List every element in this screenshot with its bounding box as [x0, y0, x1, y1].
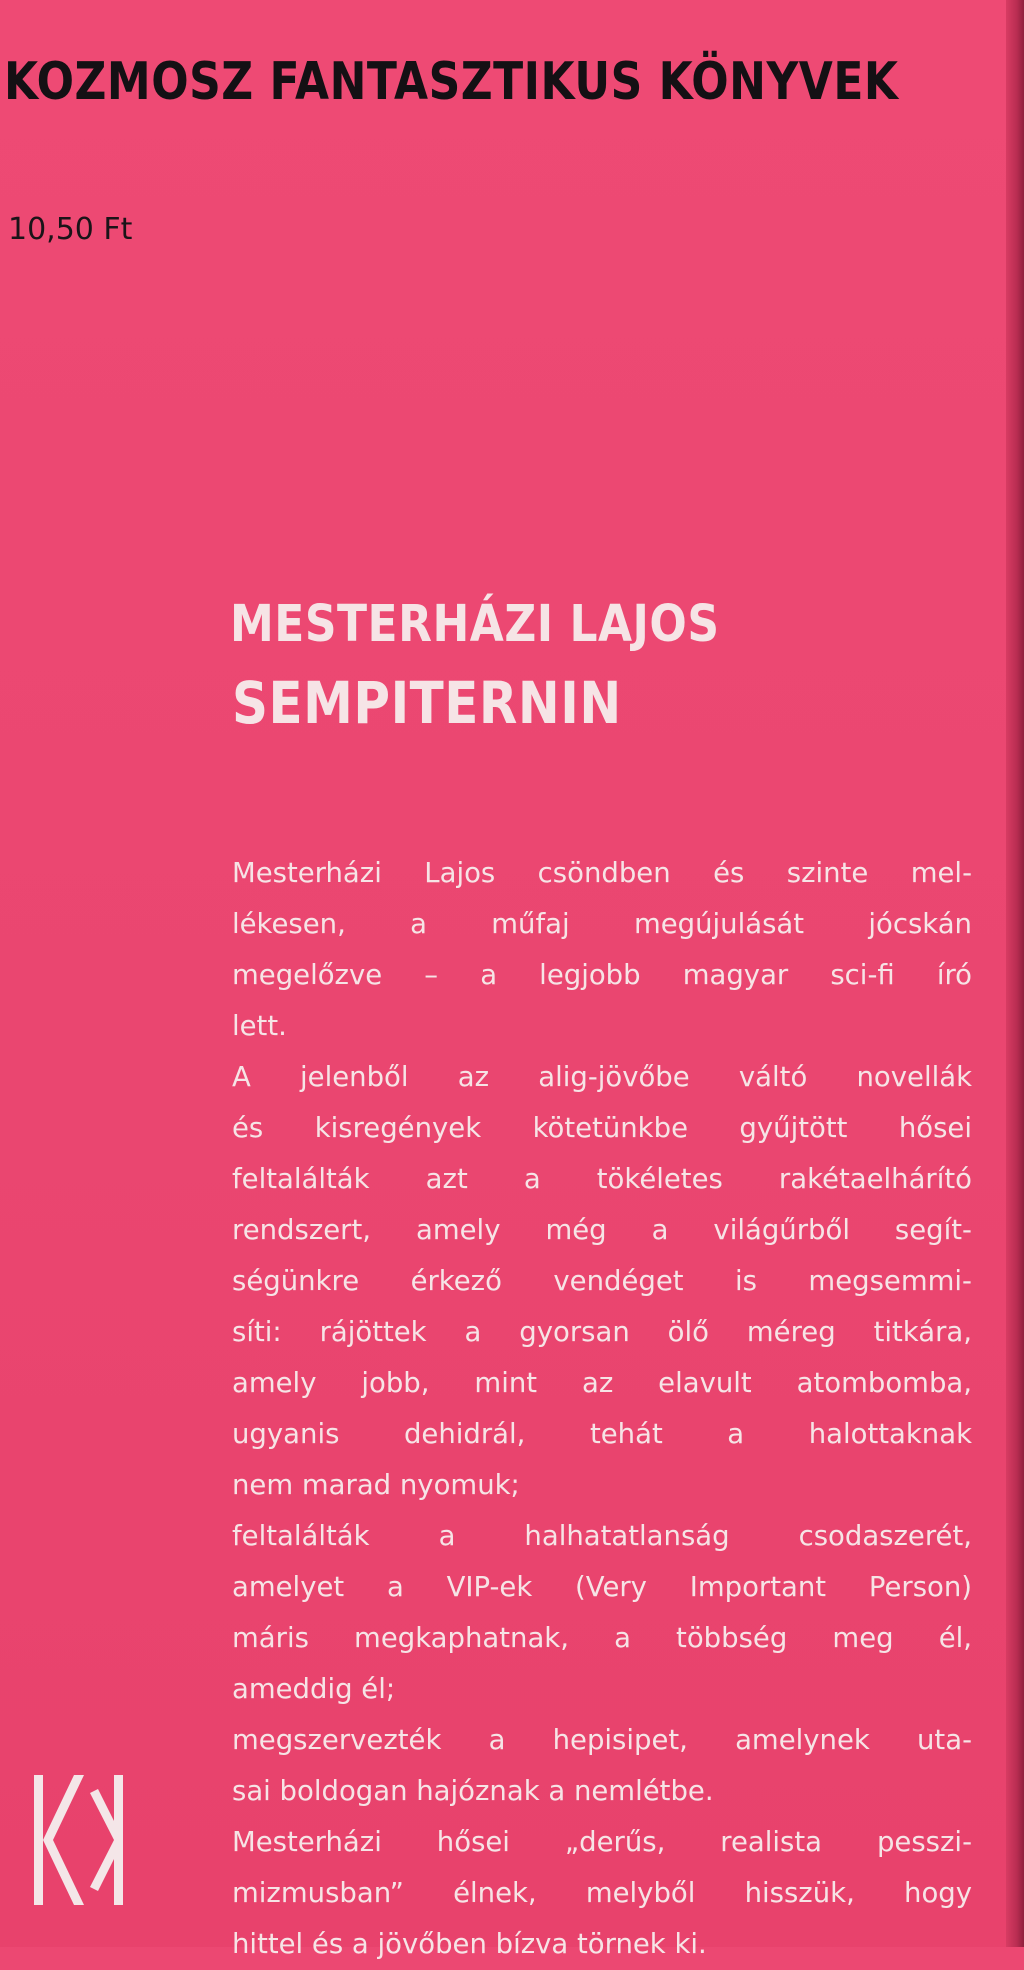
kozmosz-kk-logo-icon — [34, 1775, 124, 1905]
blurb-line: ségünkre érkező vendéget is megsemmi- — [232, 1265, 972, 1297]
blurb-line: ugyanis dehidrál, tehát a halottaknak — [232, 1418, 972, 1450]
blurb-line: amelyet a VIP-ek (Very Important Person) — [232, 1571, 972, 1603]
blurb-line: sai boldogan hajóznak a nemlétbe. — [232, 1775, 714, 1807]
blurb-line: A jelenből az alig-jövőbe váltó novellák — [232, 1061, 972, 1093]
blurb-line: mizmusban” élnek, melyből hisszük, hogy — [232, 1877, 972, 1909]
blurb-line: és kisregények kötetünkbe gyűjtött hősei — [232, 1112, 972, 1144]
blurb-line: megelőzve – a legjobb magyar sci-fi író — [232, 959, 972, 991]
book-title: SEMPITERNIN — [232, 670, 622, 737]
blurb-line: máris megkaphatnak, a többség meg él, — [232, 1622, 972, 1654]
blurb-line: hittel és a jövőben bízva törnek ki. — [232, 1928, 707, 1960]
blurb-line: feltalálták a halhatatlanság csodaszerét, — [232, 1520, 972, 1552]
blurb-line: Mesterházi hősei „derűs, realista pesszi- — [232, 1826, 972, 1858]
blurb-line: lékesen, a műfaj megújulását jócskán — [232, 908, 972, 940]
blurb-line: lett. — [232, 1010, 287, 1042]
blurb-line: feltalálták azt a tökéletes rakétaelhárító — [232, 1163, 972, 1195]
author-name: MESTERHÁZI LAJOS — [230, 595, 720, 654]
blurb-line: megszervezték a hepisipet, amelynek uta- — [232, 1724, 972, 1756]
blurb-text — [232, 848, 972, 1970]
blurb-line: amely jobb, mint az elavult atombomba, — [232, 1367, 972, 1399]
blurb-line: rendszert, amely még a világűrből segít- — [232, 1214, 972, 1246]
blurb-line: ameddig él; — [232, 1673, 396, 1705]
blurb-line: síti: rájöttek a gyorsan ölő méreg titkára, — [232, 1316, 972, 1348]
blurb-line: nem marad nyomuk; — [232, 1469, 520, 1501]
series-title: KOZMOSZ FANTASZTIKUS KÖNYVEK — [4, 52, 899, 113]
blurb-line: Mesterházi Lajos csöndben és szinte mel- — [232, 857, 972, 889]
price-label: 10,50 Ft — [8, 212, 133, 247]
cover-edge — [1006, 0, 1024, 1947]
